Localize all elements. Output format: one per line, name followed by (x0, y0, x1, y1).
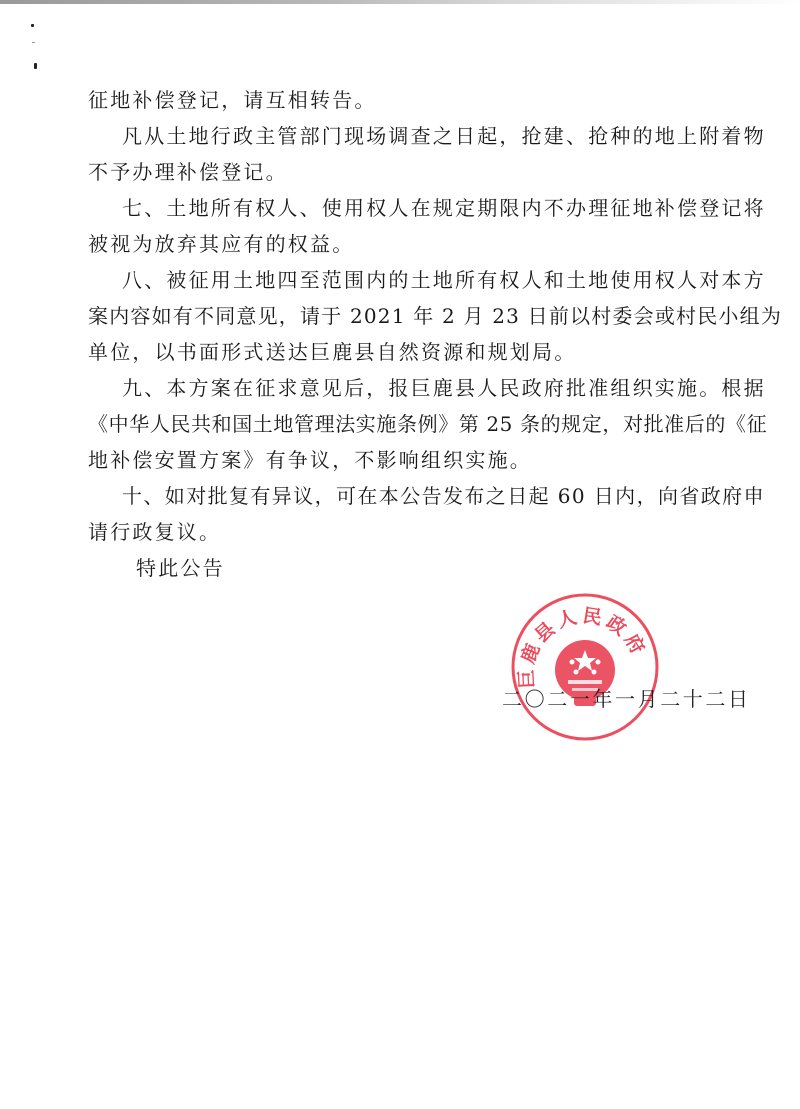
text-line: 地补偿安置方案》有争议，不影响组织实施。 (88, 448, 532, 472)
text-line: 《中华人民共和国土地管理法实施条例》第 25 条的规定，对批准后的《征 (88, 412, 768, 436)
text-line: 九、本方案在征求意见后，报巨鹿县人民政府批准组织实施。根据 (122, 376, 766, 400)
document-body (88, 82, 783, 586)
issue-date: 二〇二一年一月二十二日 (502, 687, 751, 711)
scan-speck (32, 42, 35, 43)
text-line: 十、如对批复有异议，可在本公告发布之日起 60 日内，向省政府申 (122, 484, 765, 508)
text-line: 不予办理补偿登记。 (88, 160, 288, 184)
text-line: 请行政复议。 (88, 520, 222, 544)
scan-edge-shadow (0, 0, 800, 4)
scan-speck (34, 63, 37, 69)
text-line: 征地补偿登记，请互相转告。 (88, 88, 377, 112)
text-line: 案内容如有不同意见，请于 2021 年 2 月 23 日前以村委会或村民小组为 (88, 304, 783, 328)
scan-speck (31, 24, 34, 27)
text-line: 单位，以书面形式送达巨鹿县自然资源和规划局。 (88, 340, 577, 364)
text-line: 被视为放弃其应有的权益。 (88, 232, 355, 256)
svg-text:巨鹿县人民政府: 巨鹿县人民政府 (515, 604, 651, 690)
official-seal (510, 592, 660, 742)
text-line: 七、土地所有权人、使用权人在规定期限内不办理征地补偿登记将 (122, 196, 766, 220)
closing-text: 特此公告 (136, 556, 225, 580)
text-line: 凡从土地行政主管部门现场调查之日起，抢建、抢种的地上附着物 (122, 124, 766, 148)
text-line: 八、被征用土地四至范围内的土地所有权人和土地使用权人对本方 (122, 268, 766, 292)
